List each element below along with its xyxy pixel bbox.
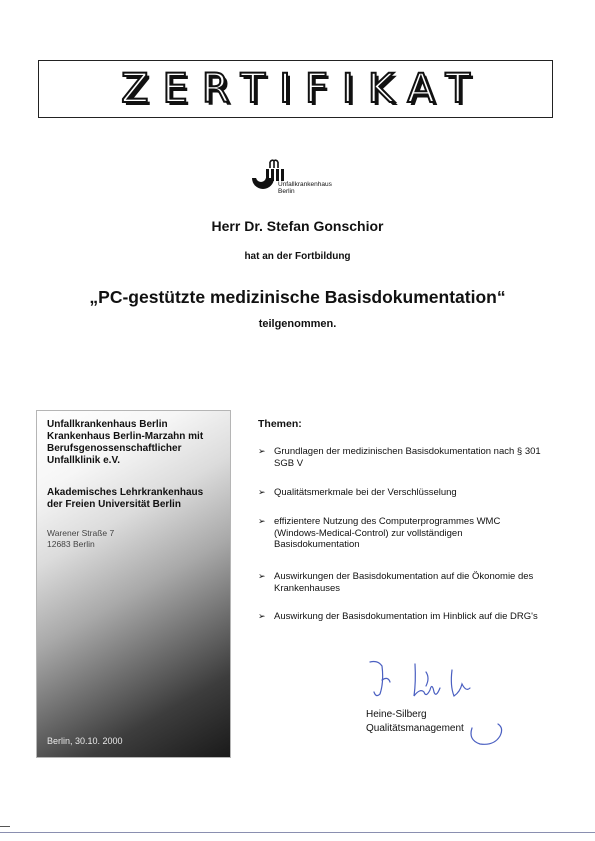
topics-heading: Themen:	[258, 418, 302, 430]
institution-name	[47, 419, 203, 467]
scan-bottom-edge	[0, 832, 595, 833]
handwritten-signature	[360, 652, 510, 752]
signatory-block	[366, 708, 464, 736]
topic-item	[258, 516, 526, 551]
signatory-name: Heine-Silberg	[366, 709, 427, 720]
institution-address	[47, 528, 114, 550]
topic-item	[258, 611, 540, 623]
institution-line: Berufsgenossenschaftlicher	[47, 443, 182, 454]
arrow-bullet-icon: ➢	[258, 611, 266, 621]
scan-edge-mark	[0, 826, 10, 827]
arrow-bullet-icon: ➢	[258, 571, 266, 581]
intro-text: hat an der Fortbildung	[244, 251, 351, 262]
address-line: Warener Straße 7	[47, 528, 115, 538]
academic-line: der Freien Universität Berlin	[47, 499, 181, 510]
institution-line: Unfallklinik e.V.	[47, 455, 120, 466]
arrow-bullet-icon: ➢	[258, 446, 266, 456]
academic-line: Akademisches Lehrkrankenhaus	[47, 487, 204, 498]
participation-text: teilgenommen.	[258, 318, 337, 330]
course-title: „PC-gestützte medizinische Basisdokumentation“	[89, 287, 506, 307]
institution-line: Krankenhaus Berlin-Marzahn mit	[47, 431, 204, 442]
signatory-role: Qualitätsmanagement	[366, 723, 464, 734]
topic-text: effizientere Nutzung des Computerprogrammes WMC (Windows-Medical-Control) zur vollständigen Basisdokumentation	[274, 516, 501, 550]
issue-date: Berlin, 30.10. 2000	[47, 736, 123, 746]
topic-text: Qualitätsmerkmale bei der Verschlüsselung	[274, 487, 457, 498]
arrow-bullet-icon: ➢	[258, 487, 266, 497]
certificate-title-box	[38, 60, 553, 118]
institution-line: Unfallkrankenhaus Berlin	[47, 419, 168, 430]
institution-panel	[36, 410, 231, 758]
topic-item	[258, 487, 548, 499]
academic-affiliation	[47, 487, 203, 511]
topic-item	[258, 446, 548, 469]
address-line: 12683 Berlin	[47, 539, 95, 549]
topic-text: Grundlagen der medizinischen Basisdokumentation nach § 301 SGB V	[274, 446, 541, 469]
logo-line-1: Unfallkrankenhaus	[278, 181, 332, 188]
topic-text: Auswirkung der Basisdokumentation im Hinblick auf die DRG's	[274, 611, 538, 622]
certificate-title: ZERTIFIKAT	[121, 66, 484, 112]
logo-line-2: Berlin	[278, 188, 295, 195]
topic-text: Auswirkungen der Basisdokumentation auf die Ökonomie des Krankenhauses	[274, 571, 534, 594]
recipient-name: Herr Dr. Stefan Gonschior	[211, 218, 384, 234]
logo-text	[278, 181, 332, 195]
topic-item	[258, 571, 536, 594]
arrow-bullet-icon: ➢	[258, 516, 266, 526]
